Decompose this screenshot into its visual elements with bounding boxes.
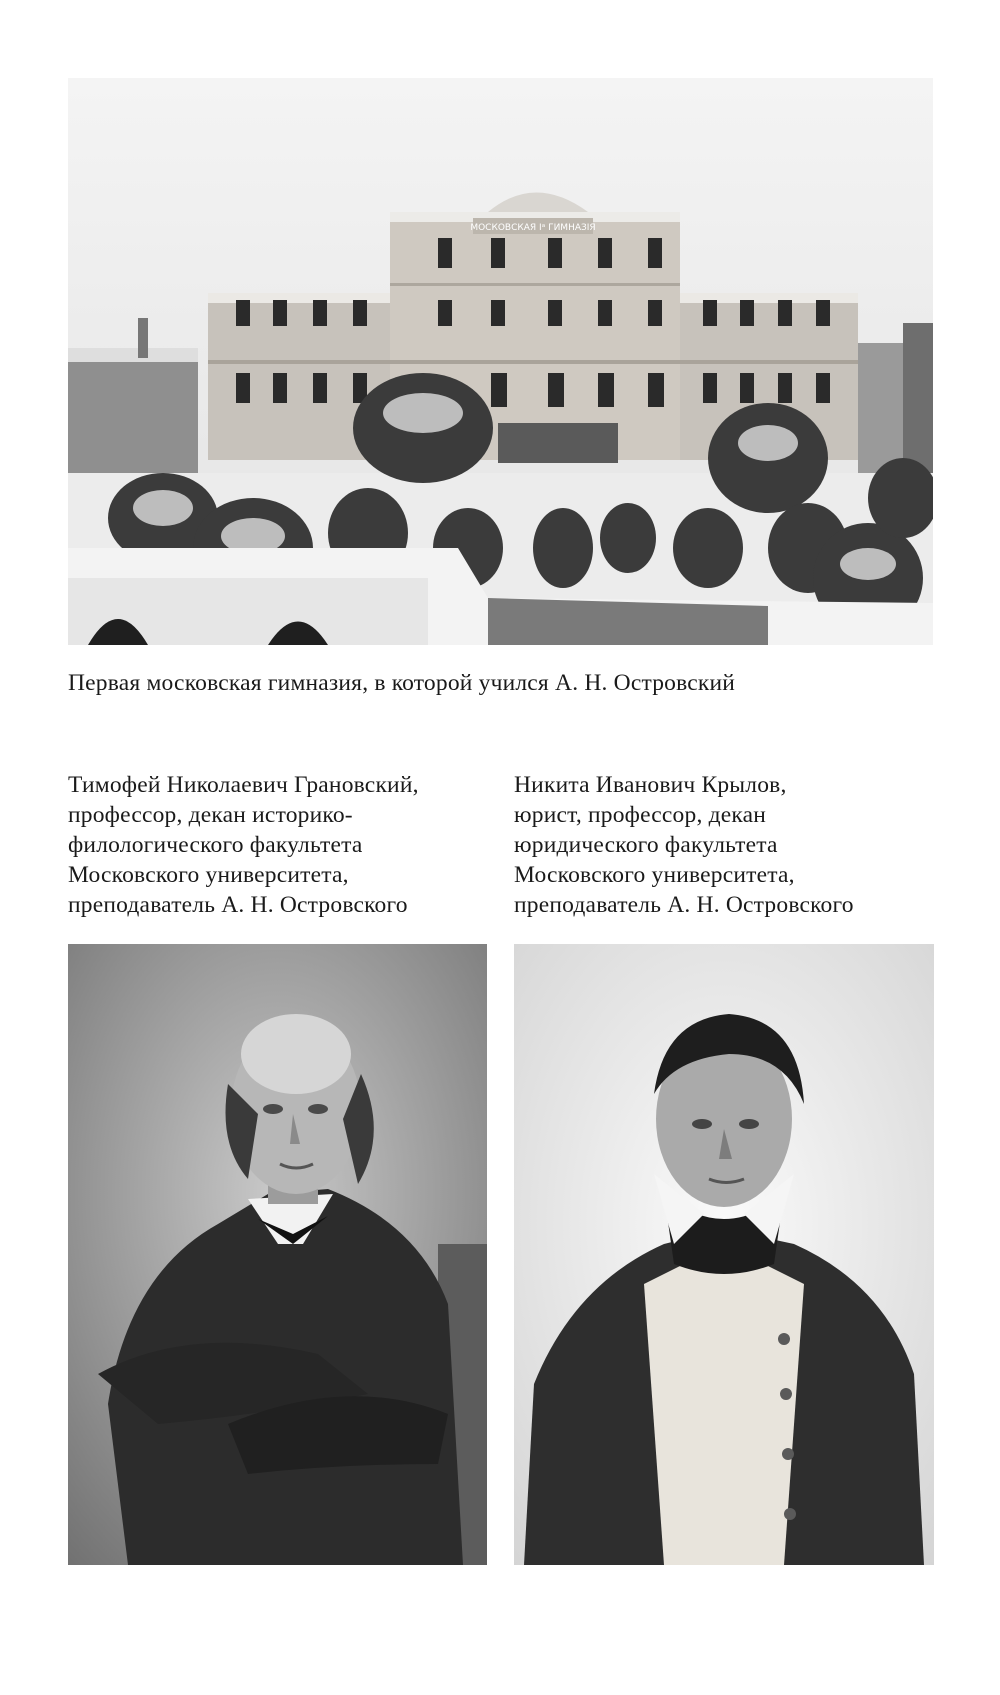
- granovsky-caption-line: филологического факультета: [68, 832, 363, 858]
- gymnasium-building-drawing: [68, 78, 933, 645]
- krylov-caption-line: Московского университета,: [514, 862, 795, 888]
- granovsky-caption-line: профессор, декан историко-: [68, 802, 353, 828]
- gymnasium-building-photo: [68, 78, 933, 645]
- granovsky-caption-line: преподаватель А. Н. Островского: [68, 892, 408, 918]
- krylov-portrait: [514, 944, 934, 1565]
- granovsky-portrait-drawing: [68, 944, 487, 1565]
- building-photo-caption: Первая московская гимназия, в которой учился А. Н. Островский: [68, 670, 736, 696]
- building-sign: МОСКОВСКАЯ Iᵃ ГИМНАЗІЯ: [470, 223, 596, 233]
- krylov-caption-line: Никита Иванович Крылов,: [514, 772, 787, 798]
- granovsky-caption-line: Тимофей Николаевич Грановский,: [68, 772, 419, 798]
- krylov-caption-line: преподаватель А. Н. Островского: [514, 892, 854, 918]
- krylov-caption-line: юрист, профессор, декан: [514, 802, 767, 828]
- granovsky-caption-line: Московского университета,: [68, 862, 349, 888]
- granovsky-portrait: [68, 944, 487, 1565]
- krylov-caption: [514, 770, 954, 920]
- granovsky-caption: [68, 770, 508, 920]
- krylov-caption-line: юридического факультета: [514, 832, 778, 858]
- krylov-portrait-drawing: [514, 944, 934, 1565]
